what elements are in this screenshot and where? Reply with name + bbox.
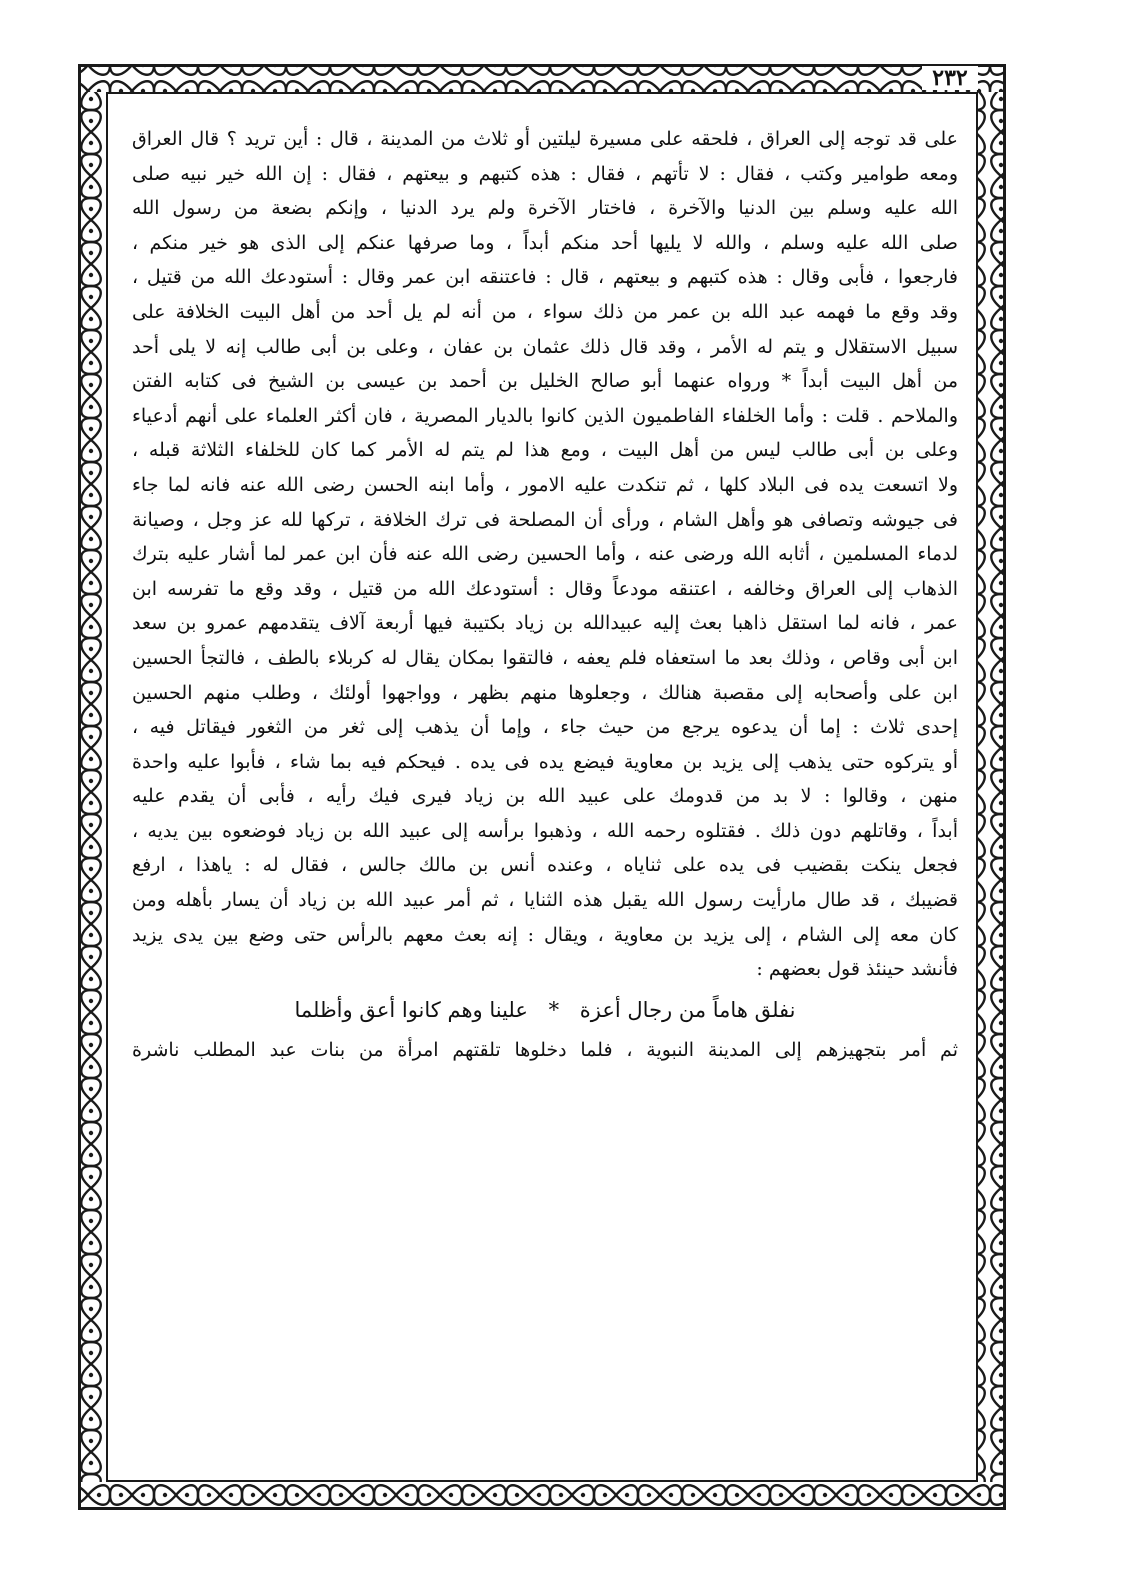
text-line: قضيبك ، قد طال مارأيت رسول الله يقبل هذه الثنايا ، ثم أمر عبيد الله بن زياد أن يسار بأهله ومن — [132, 889, 958, 912]
verse-separator: * — [548, 997, 560, 1022]
text-line: إحدى ثلاث : إما أن يدعوه يرجع من حيث جاء ، وإما أن يذهب إلى ثغر من الثغور فيقاتل فيه ، — [132, 716, 958, 739]
text-line: من أهل البيت أبداً * ورواه عنهما أبو صالح الخليل بن أحمد بن عيسى بن الشيخ فى كتابه الفتن — [132, 370, 958, 393]
text-line: ومعه طوامير وكتب ، فقال : لا تأتهم ، فقال : هذه كتبهم و بيعتهم ، فقال : إن الله خير نبيه صلى — [132, 162, 958, 185]
text-line: الذهاب إلى العراق وخالفه ، اعتنقه مودعاً وقال : أستودعك الله من قتيل ، وقد وقع ما تفرسه ابن — [132, 577, 958, 600]
text-line: فأنشد حينئذ قول بعضهم : — [756, 958, 958, 981]
text-line: ابن أبى وقاص ، وذلك بعد ما استعفاه فلم يعفه ، فالتقوا بمكان يقال له كربلاء بالطف ، فالتجأ الحسين — [132, 646, 958, 669]
text-line: أو يتركوه حتى يذهب إلى يزيد بن معاوية فيضع يده فى يده . فيحكم فيه بما شاء ، فأبوا عليه واحدة — [132, 750, 958, 773]
text-line: ابن على وأصحابه إلى مقصبة هنالك ، وجعلوها منهم بظهر ، وواجهوا أولئك ، وطلب منهم الحسين — [132, 681, 958, 704]
text-line: كان معه إلى الشام ، إلى يزيد بن معاوية ، ويقال : إنه بعث معهم بالرأس حتى وضع بين يدى يزيد — [132, 923, 958, 946]
text-line: وقد وقع ما فهمه عبد الله بن عمر من ذلك سواء ، من أنه لم يل أحد من أهل البيت الخلافة على — [132, 300, 958, 323]
text-line: والملاحم . قلت : وأما الخلفاء الفاطميون الذين كانوا بالديار المصرية ، فان أكثر العلماء على أنهم أدعياء — [132, 404, 958, 427]
text-line: فى جيوشه وتصافى هو وأهل الشام ، ورأى أن المصلحة فى ترك الخلافة ، تركها لله عز وجل ، وصيانة — [132, 508, 958, 531]
text-line: على قد توجه إلى العراق ، فلحقه على مسيرة ليلتين أو ثلاث من المدينة ، قال : أين تريد ؟ قال العراق — [132, 128, 958, 150]
poetry-verse — [132, 993, 958, 1028]
text-line: فارجعوا ، فأبى وقال : هذه كتبهم و بيعتهم ، قال : فاعتنقه ابن عمر وقال : أستودعك الله من قتيل ، — [132, 266, 958, 289]
text-line: منهن ، وقالوا : لا بد من قدومك على عبيد الله بن زياد فيرى فيك رأيه ، فأبى أن يقدم عليه — [132, 785, 958, 808]
verse-second-hemistich: علينا وهم كانوا أعق وأظلما — [294, 997, 528, 1022]
body-text — [132, 122, 958, 1472]
text-line: عمر ، فانه لما استقل ذاهبا بعث إليه عبيدالله بن زياد بكتيبة فيها أربعة آلاف يتقدمهم عمرو بن سعد — [132, 612, 958, 635]
text-line: وعلى بن أبى طالب ليس من أهل البيت ، ومع هذا لم يتم له الأمر كما كان للخلفاء الثلاثة قبله ، — [132, 439, 958, 462]
text-line: سبيل الاستقلال و يتم له الأمر ، وقد قال ذلك عثمان بن عفان ، وعلى بن أبى طالب إنه لا يلى أحد — [132, 335, 958, 358]
text-line: صلى الله عليه وسلم ، والله لا يليها أحد منكم أبداً ، وما صرفها عنكم إلى الذى هو خير منكم ، — [132, 231, 958, 254]
text-line: أبداً ، وقاتلهم دون ذلك . فقتلوه رحمه الله ، وذهبوا برأسه إلى عبيد الله بن زياد فوضعوه بين يديه ، — [132, 819, 958, 842]
text-line: فجعل ينكت بقضيب فى يده على ثناياه ، وعنده أنس بن مالك جالس ، فقال له : ياهذا ، ارفع — [132, 854, 958, 877]
text-line: ولا اتسعت يده فى البلاد كلها ، ثم تنكدت عليه الامور ، وأما ابنه الحسن رضى الله عنه فانه لما جاء — [132, 473, 958, 496]
text-line: لدماء المسلمين ، أثابه الله ورضى عنه ، وأما الحسين رضى الله عنه فأن ابن عمر لما أشار عليه بترك — [132, 543, 959, 566]
page-number: ٢٣٢ — [922, 66, 978, 90]
text-line-final: ثم أمر بتجهيزهم إلى المدينة النبوية ، فلما دخلوها تلقتهم امرأة من بنات عبد المطلب ناشرة — [132, 1039, 958, 1062]
text-line: الله عليه وسلم بين الدنيا والآخرة ، فاختار الآخرة ولم يرد الدنيا ، وإنكم بضعة من رسول الله — [132, 197, 958, 220]
verse-first-hemistich: نفلق هاماً من رجال أعزة — [579, 997, 796, 1022]
